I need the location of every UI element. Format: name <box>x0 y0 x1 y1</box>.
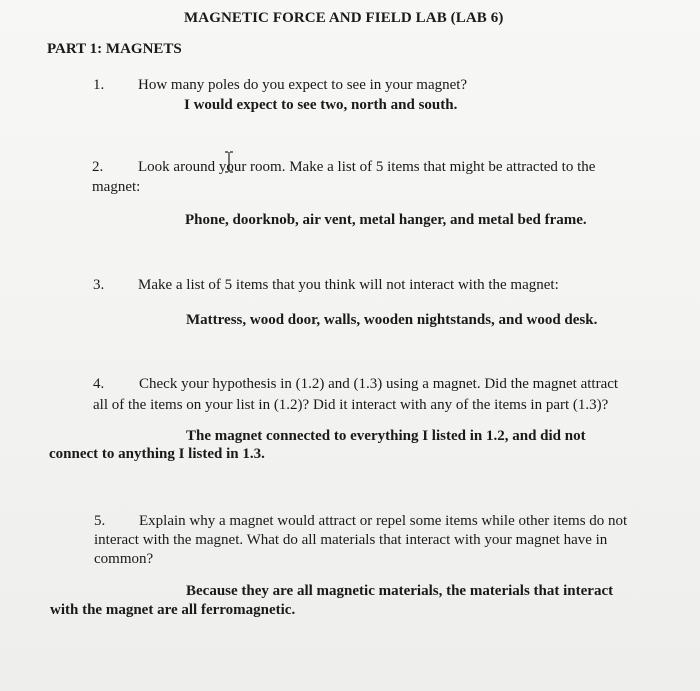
section-heading: PART 1: MAGNETS <box>47 41 182 57</box>
question-4-text-line1: Check your hypothesis in (1.2) and (1.3) using a magnet. Did the magnet attract <box>139 376 619 392</box>
question-5-text-line1: Explain why a magnet would attract or repel some items while other items do not <box>139 513 628 529</box>
question-4-text-line2: all of the items on your list in (1.2)? Did it interact with any of the items in part (1.3)? <box>93 397 609 413</box>
question-3-number: 3. <box>93 277 105 293</box>
question-1-number: 1. <box>93 77 105 93</box>
question-2-number: 2. <box>92 159 104 175</box>
question-5-text-line2: interact with the magnet. What do all materials that interact with your magnet have in <box>94 532 608 548</box>
question-5-text-line3: common? <box>94 551 154 567</box>
answer-5-text-line1: Because they are all magnetic materials, the materials that interact <box>186 583 614 599</box>
answer-4-text-line2: connect to anything I listed in 1.3. <box>49 446 265 462</box>
answer-5-text-line2: with the magnet are all ferromagnetic. <box>50 602 296 618</box>
answer-3-text: Mattress, wood door, walls, wooden nightstands, and wood desk. <box>186 312 598 328</box>
page-title: MAGNETIC FORCE AND FIELD LAB (LAB 6) <box>184 10 504 26</box>
question-2-text-line1: Look around your room. Make a list of 5 items that might be attracted to the <box>138 159 596 175</box>
question-5-number: 5. <box>94 513 106 529</box>
question-4-number: 4. <box>93 376 105 392</box>
answer-1-text: I would expect to see two, north and south. <box>184 97 458 113</box>
text-cursor-icon <box>224 151 234 173</box>
question-3-text: Make a list of 5 items that you think will not interact with the magnet: <box>138 277 559 293</box>
question-1-text: How many poles do you expect to see in your magnet? <box>138 77 468 93</box>
answer-4-text-line1: The magnet connected to everything I listed in 1.2, and did not <box>186 428 586 444</box>
answer-2-text: Phone, doorknob, air vent, metal hanger, and metal bed frame. <box>185 212 587 228</box>
question-2-text-line2: magnet: <box>92 179 141 195</box>
